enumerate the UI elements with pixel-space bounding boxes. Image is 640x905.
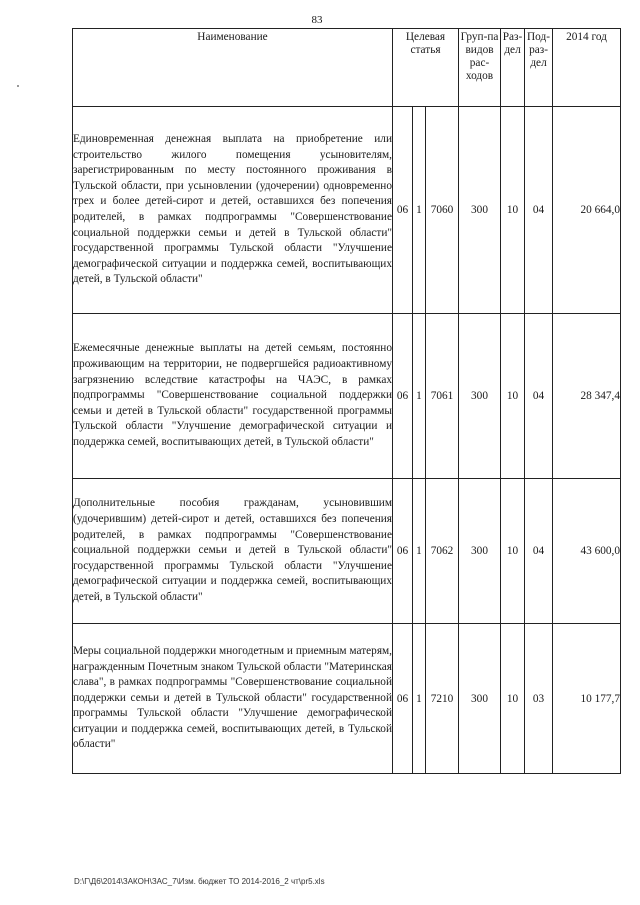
- target-code-part3: 7210: [426, 624, 459, 774]
- target-code-part3: 7062: [426, 479, 459, 624]
- target-code-part3: 7061: [426, 314, 459, 479]
- section-code: 10: [501, 624, 525, 774]
- target-code-part2: 1: [413, 107, 426, 314]
- header-section: Раз-дел: [501, 29, 525, 107]
- header-group: Груп-па видов рас-ходов: [459, 29, 501, 107]
- row-name: Ежемесячные денежные выплаты на детей семьям, постоянно проживающим на территории, не подвергшейся радиоактивному загрязнению вследствие катастрофы на ЧАЭС, в рамках подпрограммы "Совершенствование социальной поддержки семьи и детей в Тульской области" государственной программы Тульской области "Улучшение демографической ситуации и поддержка семей, воспитывающих детей, в Тульской области": [73, 314, 393, 479]
- expense-group: 300: [459, 624, 501, 774]
- header-name: Наименование: [73, 29, 393, 107]
- header-target: Целевая статья: [393, 29, 459, 107]
- expense-group: 300: [459, 479, 501, 624]
- table-row: [73, 107, 621, 314]
- row-name: Дополнительные пособия гражданам, усыновившим (удочерившим) детей-сирот и детей, оставшихся без попечения родителей, в рамках подпрограммы "Совершенствование социальной поддержки семьи и детей в Тульской области" государственной программы Тульской области "Улучшение демографической ситуации и поддержка семей, воспитывающих детей, в Тульской области": [73, 479, 393, 624]
- target-code-part2: 1: [413, 624, 426, 774]
- target-code-part2: 1: [413, 314, 426, 479]
- row-name: Единовременная денежная выплата на приобретение или строительство жилого помещения усыновителям, зарегистрированным по месту постоянного проживания в Тульской области, при усыновлении (удочерении) одновременно трех и более детей-сирот и детей, оставшихся без попечения родителей, в рамках подпрограммы "Совершенствование социальной поддержки семьи и детей в Тульской области" государственной программы Тульской области "Улучшение демографической ситуации и поддержка семей, воспитывающих детей, в Тульской области": [73, 107, 393, 314]
- subsection-code: 04: [525, 107, 553, 314]
- section-code: 10: [501, 479, 525, 624]
- section-code: 10: [501, 107, 525, 314]
- amount-2014: 28 347,4: [553, 314, 621, 479]
- target-code-part1: 06: [393, 479, 413, 624]
- target-code-part2: 1: [413, 479, 426, 624]
- scan-speck: [17, 85, 19, 87]
- subsection-code: 03: [525, 624, 553, 774]
- target-code-part3: 7060: [426, 107, 459, 314]
- target-code-part1: 06: [393, 624, 413, 774]
- budget-table: [72, 28, 621, 774]
- subsection-code: 04: [525, 314, 553, 479]
- table-row: [73, 314, 621, 479]
- amount-2014: 20 664,0: [553, 107, 621, 314]
- amount-2014: 10 177,7: [553, 624, 621, 774]
- target-code-part1: 06: [393, 314, 413, 479]
- table-row: [73, 479, 621, 624]
- footer-file-path: D:\Г\Д6\2014\ЗАКОН\ЗАС_7\Изм. бюджет ТО 2014-2016_2 чт\pr5.xls: [74, 877, 325, 886]
- table-row: [73, 624, 621, 774]
- header-subsection: Под-раз-дел: [525, 29, 553, 107]
- section-code: 10: [501, 314, 525, 479]
- row-name: Меры социальной поддержки многодетным и приемным матерям, награжденным Почетным знаком Тульской области "Материнская слава", в рамках подпрограммы "Совершенствование социальной поддержки семьи и детей в Тульской области" государственной программы Тульской области "Улучшение демографической ситуации и поддержка семей, воспитывающих детей, в Тульской области": [73, 624, 393, 774]
- expense-group: 300: [459, 314, 501, 479]
- header-year: 2014 год: [553, 29, 621, 107]
- table-header-row: [73, 29, 621, 107]
- amount-2014: 43 600,0: [553, 479, 621, 624]
- page-number: 83: [311, 14, 323, 26]
- target-code-part1: 06: [393, 107, 413, 314]
- expense-group: 300: [459, 107, 501, 314]
- subsection-code: 04: [525, 479, 553, 624]
